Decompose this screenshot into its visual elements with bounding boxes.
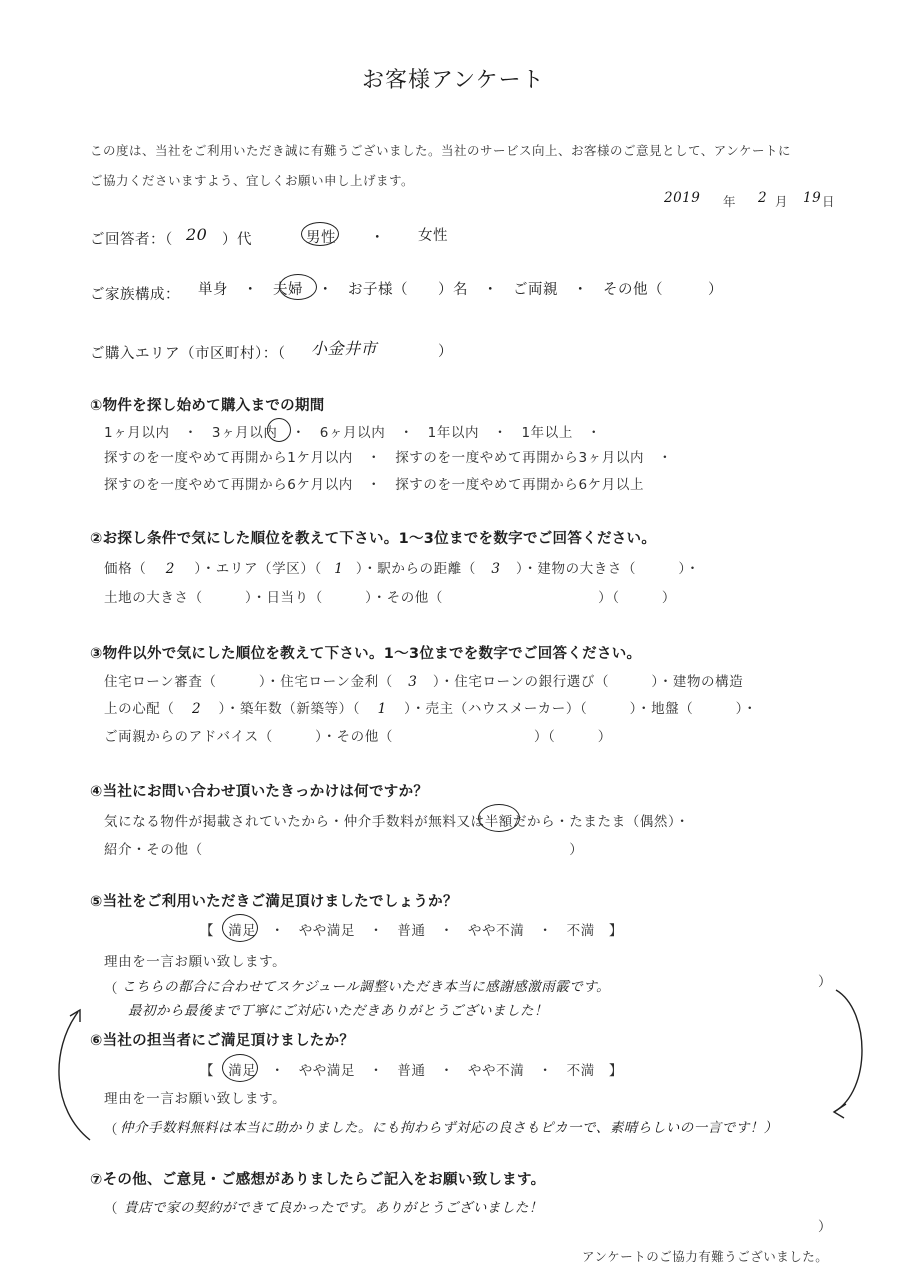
q4-options-line-1: 気になる物件が掲載されていたから・仲介手数料が無料又は半額だから・たまたま（偶然）・ [104, 814, 690, 830]
respondent-label: ご回答者：（ [90, 232, 173, 248]
q7-reason-open: （ [104, 1201, 119, 1217]
date-year-unit: 年 [723, 194, 737, 209]
q6-answer: 仲介手数料無料は本当に助かりました。にも拘わらず対応の良さもピカ一で、素晴らしいの一言です！） [120, 1120, 778, 1136]
date-day-unit: 日 [822, 194, 836, 209]
date-day: 19 [803, 190, 822, 206]
q2-price-label: 価格（ [104, 561, 147, 577]
q2-question: ②お探し条件で気にした順位を教えて下さい。1～3位までを数字でご回答ください。 [90, 531, 657, 547]
option-female: 女性 [418, 228, 448, 244]
q2-station-label: ）・駅からの距離（ [355, 561, 476, 577]
q1-options-line-1: 1ヶ月以内 ・ 3ヶ月以内 ・ 6ヶ月以内 ・ 1年以内 ・ 1年以上 ・ [104, 425, 602, 441]
q5-answer-line-2: 最初から最後まで丁寧にご対応いただきありがとうございました！ [128, 1003, 548, 1019]
area-close: ） [438, 344, 453, 360]
q1-options-line-3: 探すのを一度やめて再開から6ケ月以内 ・ 探すのを一度やめて再開から6ケ月以上 [104, 477, 645, 493]
q3-loan-rate-rank: 3 [408, 674, 418, 690]
q4-question: ④当社にお問い合わせ頂いたきっかけは何ですか？ [90, 784, 429, 800]
respondent-dot: ・ [370, 230, 385, 246]
intro-line-2: ご協力くださいますよう、宜しくお願い申し上げます。 [90, 173, 415, 188]
page-title: お客様アンケート [362, 68, 545, 93]
q5-scale: 【 満足 ・ やや満足 ・ 普通 ・ やや不満 ・ 不満 】 [200, 923, 623, 939]
family-label: ご家族構成： [90, 287, 180, 303]
q3-bank-choice-label: ）・住宅ローンの銀行選び（ ）・建物の構造 [432, 674, 744, 690]
family-options: 単身 ・ 夫婦 ・ お子様（ ）名 ・ ご両親 ・ その他（ ） [198, 282, 723, 298]
right-arrowhead [834, 1104, 846, 1118]
q4-options-line-2: 紹介・その他（ ） [104, 842, 584, 858]
q2-station-rank: 3 [491, 561, 501, 577]
area-value: 小金井市 [311, 339, 378, 358]
option-male: 男性 [306, 230, 336, 246]
q5-answer-line-1: こちらの都合に合わせてスケジュール調整いただき本当に感謝感激雨霰です。 [122, 979, 611, 995]
q2-area-rank: 1 [334, 561, 344, 577]
intro-line-1: この度は、当社をご利用いただき誠に有難うございました。当社のサービス向上、お客様のご意見として、アンケートに [90, 143, 792, 158]
q7-answer: 貴店で家の契約ができて良かったです。ありがとうございました！ [124, 1200, 543, 1216]
q3-seller-label: ）・売主（ハウスメーカー）（ ）・地盤（ ）・ [404, 701, 758, 717]
q3-structure-rank: 2 [191, 701, 202, 717]
date-year: 2019 [664, 190, 701, 206]
q3-row-3: ご両親からのアドバイス（ ）・その他（ ）（ ） [104, 729, 612, 745]
q2-row-2: 土地の大きさ（ ）・日当り（ ）・その他（ ）（ ） [104, 590, 676, 606]
q3-building-age-label: ）・築年数（新築等）（ [218, 701, 361, 717]
q6-reason-label: 理由を一言お願い致します。 [104, 1091, 287, 1107]
q6-question: ⑥当社の担当者にご満足頂けましたか？ [90, 1033, 355, 1049]
q6-scale: 【 満足 ・ やや満足 ・ 普通 ・ やや不満 ・ 不満 】 [200, 1063, 623, 1079]
q7-question: ⑦その他、ご意見・ご感想がありましたらご記入をお願い致します。 [90, 1172, 546, 1188]
q6-reason-open: （ [104, 1122, 119, 1138]
date-month: 2 [758, 190, 768, 206]
q3-loan-screening-label: 住宅ローン審査（ ）・住宅ローン金利（ [104, 674, 393, 690]
q3-building-age-rank: 1 [377, 701, 387, 717]
right-curved-arrow [834, 990, 862, 1112]
q3-structure-label: 上の心配（ [104, 701, 175, 717]
q5-question: ⑤当社をご利用いただきご満足頂けましたでしょうか？ [90, 894, 458, 910]
q1-question: ①物件を探し始めて購入までの期間 [90, 398, 325, 414]
q2-area-label: ）・エリア（学区）（ [194, 561, 322, 577]
q5-reason-label: 理由を一言お願い致します。 [104, 954, 287, 970]
q2-building-size-label: ）・建物の大きさ（ ）・ [515, 561, 700, 577]
respondent-age: 20 [186, 225, 208, 244]
q5-reason-open: （ [104, 981, 119, 997]
respondent-age-suffix: ）代 [222, 232, 252, 248]
q1-options-line-2: 探すのを一度やめて再開から1ケ月以内 ・ 探すのを一度やめて再開から3ヶ月以内 ・ [104, 450, 673, 466]
q7-reason-close: ） [818, 1219, 833, 1235]
q3-question: ③物件以外で気にした順位を教えて下さい。1～3位までを数字でご回答ください。 [90, 646, 642, 662]
left-curved-arrow [59, 1012, 90, 1140]
area-label: ご購入エリア（市区町村）：（ [90, 346, 286, 362]
q2-price-rank: 2 [165, 561, 175, 577]
q5-reason-close: ） [818, 974, 833, 990]
footer-thanks: アンケートのご協力有難うございました。 [582, 1249, 829, 1264]
date-month-unit: 月 [775, 194, 789, 209]
